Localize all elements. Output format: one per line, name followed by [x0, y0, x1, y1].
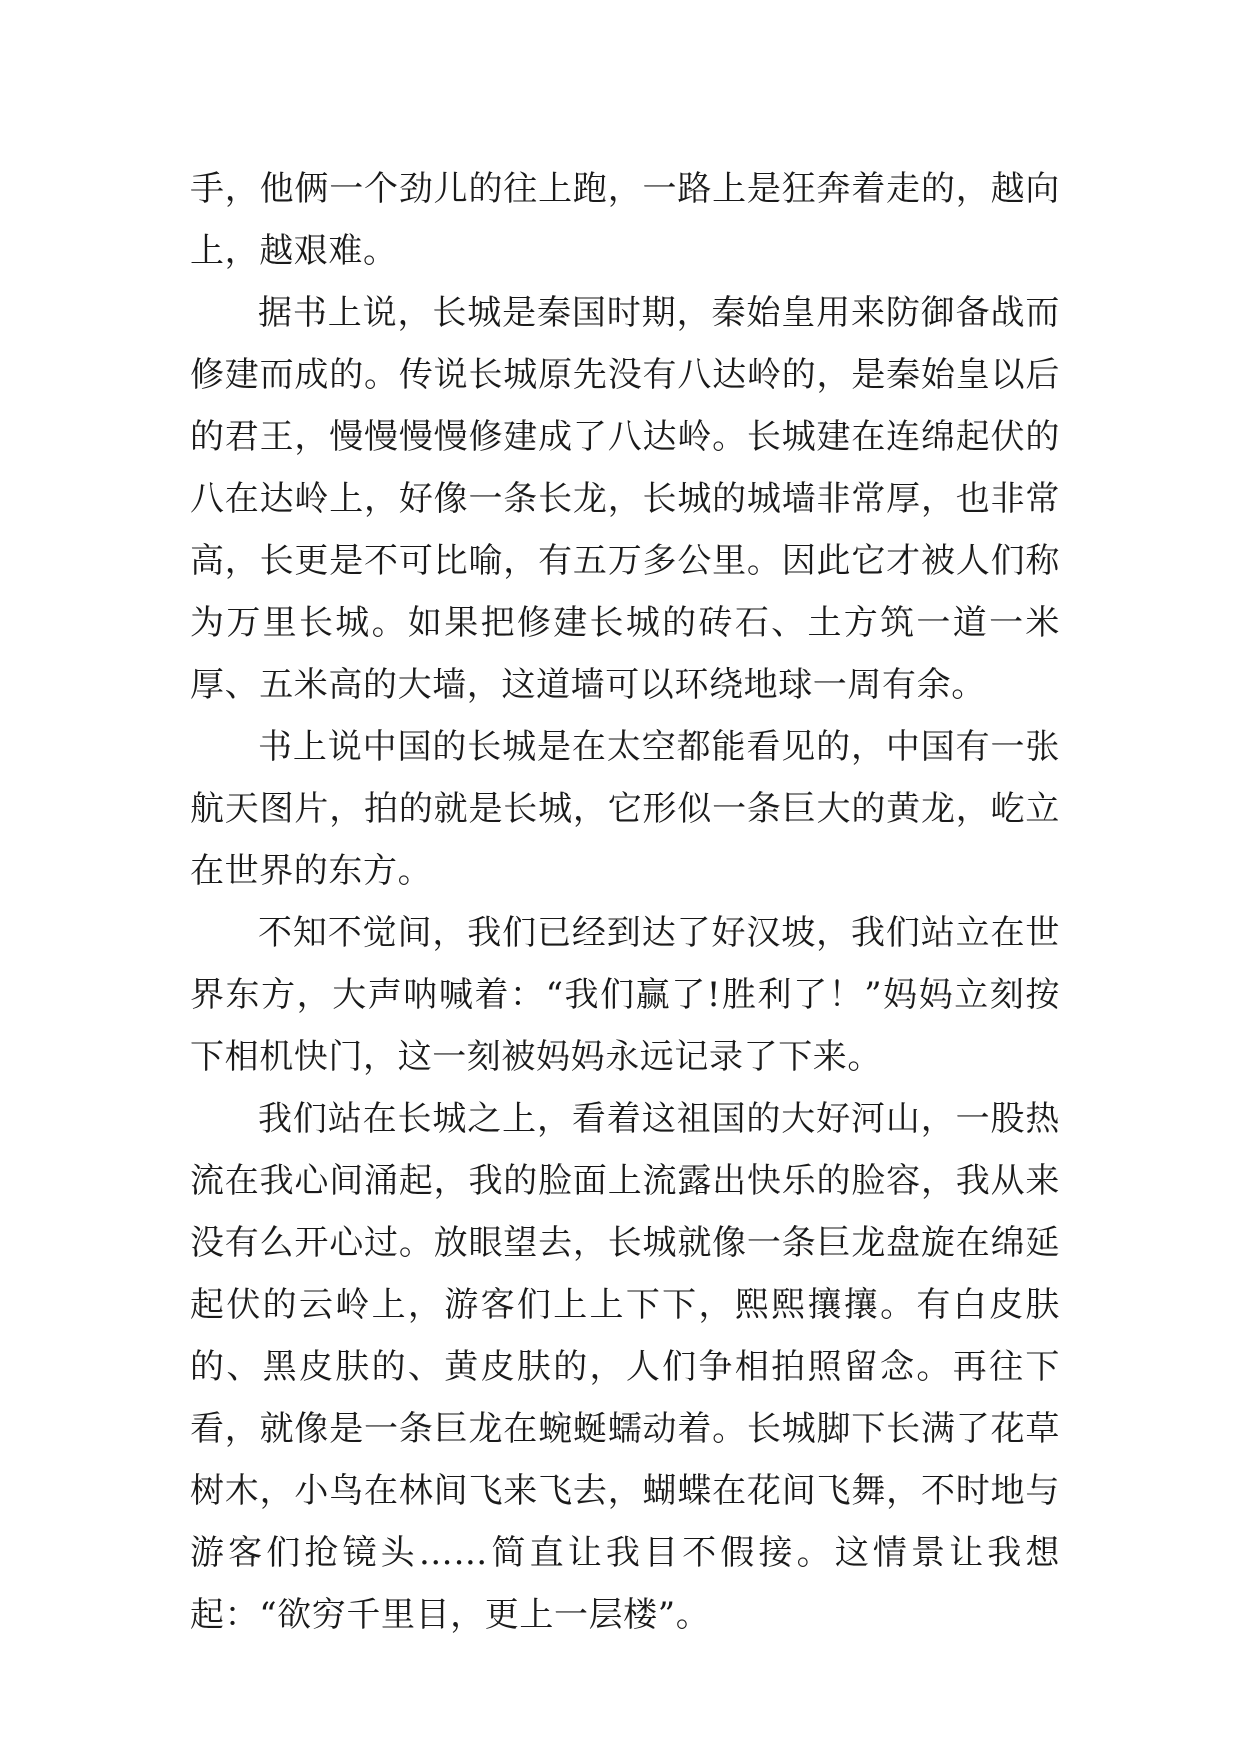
paragraph-1: 手，他俩一个劲儿的往上跑，一路上是狂奔着走的，越向上，越艰难。 [190, 169, 1060, 271]
essay-body [190, 158, 1060, 1646]
paragraph-2: 据书上说，长城是秦国时期，秦始皇用来防御备战而修建而成的。传说长城原先没有八达岭的，是秦始皇以后的君王，慢慢慢慢修建成了八达岭。长城建在连绵起伏的八在达岭上，好像一条长龙，长城的城墙非常厚，也非常高，长更是不可比喻，有五万多公里。因此它才被人们称为万里长城。如果把修建长城的砖石、土方筑一道一米厚、五米高的大墙，这道墙可以环绕地球一周有余。 [190, 293, 1060, 705]
paragraph-4: 不知不觉间，我们已经到达了好汉坡，我们站立在世界东方，大声呐喊着：“我们赢了!胜利了！”妈妈立刻按下相机快门，这一刻被妈妈永远记录了下来。 [190, 913, 1060, 1077]
paragraph-5: 我们站在长城之上，看着这祖国的大好河山，一股热流在我心间涌起，我的脸面上流露出快乐的脸容，我从来没有么开心过。放眼望去，长城就像一条巨龙盘旋在绵延起伏的云岭上，游客们上上下下，熙熙攘攘。有白皮肤的、黑皮肤的、黄皮肤的，人们争相拍照留念。再往下看，就像是一条巨龙在蜿蜒蠕动着。长城脚下长满了花草树木，小鸟在林间飞来飞去，蝴蝶在花间飞舞，不时地与游客们抢镜头……简直让我目不假接。这情景让我想起：“欲穷千里目，更上一层楼”。 [190, 1099, 1060, 1635]
paragraph-3: 书上说中国的长城是在太空都能看见的，中国有一张航天图片，拍的就是长城，它形似一条巨大的黄龙，屹立在世界的东方。 [190, 727, 1060, 891]
